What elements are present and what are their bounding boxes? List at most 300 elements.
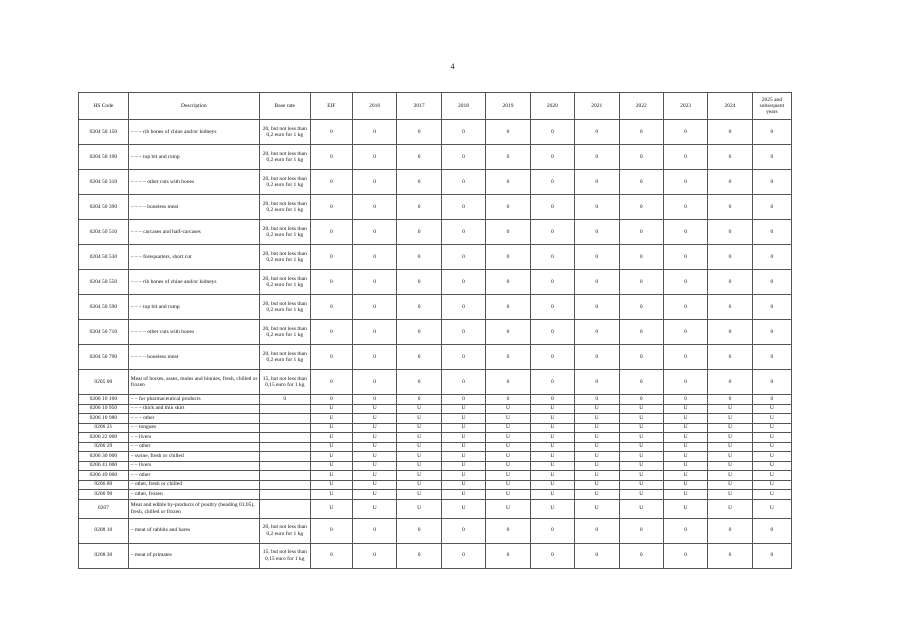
base-rate-cell	[259, 442, 310, 452]
rate-cell: 0	[708, 195, 752, 220]
rate-cell: U	[441, 480, 485, 490]
rate-cell: U	[752, 480, 791, 490]
table-row	[79, 543, 792, 568]
hs-code-cell: 0204 50 510	[79, 220, 129, 245]
hs-code-cell: 0206 10 100	[79, 395, 129, 405]
rate-cell: 0	[619, 220, 663, 245]
base-rate-cell: 20, but not less than 0,2 euro for 1 kg	[259, 220, 310, 245]
rate-cell: 0	[397, 320, 441, 345]
description-cell: – other, fresh or chilled	[128, 480, 259, 490]
rate-cell: 0	[663, 543, 707, 568]
rate-cell: U	[352, 433, 396, 443]
rate-cell: 0	[310, 195, 352, 220]
rate-cell: U	[752, 414, 791, 424]
rate-cell: 0	[619, 170, 663, 195]
hs-code-cell: 0204 50 530	[79, 245, 129, 270]
rate-cell: 0	[663, 145, 707, 170]
rate-cell: 0	[752, 170, 791, 195]
rate-cell: U	[752, 433, 791, 443]
rate-cell: 0	[708, 170, 752, 195]
rate-cell: 0	[530, 543, 574, 568]
rate-cell: 0	[752, 120, 791, 145]
rate-cell: 0	[663, 370, 707, 395]
rate-cell: 0	[310, 145, 352, 170]
rate-cell: U	[397, 433, 441, 443]
rate-cell: U	[619, 490, 663, 500]
rate-cell: 0	[575, 120, 619, 145]
column-header: 2019	[486, 93, 530, 120]
column-header: 2023	[663, 93, 707, 120]
base-rate-cell	[259, 433, 310, 443]
table-row	[79, 480, 792, 490]
rate-cell: U	[310, 499, 352, 518]
description-cell: – – – thick and thin skirt	[128, 404, 259, 414]
rate-cell: 0	[575, 518, 619, 543]
rate-cell: 0	[708, 345, 752, 370]
rate-cell: U	[530, 423, 574, 433]
rate-cell: U	[619, 414, 663, 424]
rate-cell: U	[486, 423, 530, 433]
rate-cell: 0	[486, 245, 530, 270]
rate-cell: 0	[310, 543, 352, 568]
rate-cell: U	[441, 442, 485, 452]
rate-cell: 0	[575, 170, 619, 195]
rate-cell: U	[397, 404, 441, 414]
rate-cell: U	[530, 471, 574, 481]
rate-cell: U	[752, 499, 791, 518]
rate-cell: 0	[310, 370, 352, 395]
rate-cell: U	[752, 442, 791, 452]
base-rate-cell	[259, 461, 310, 471]
rate-cell: U	[752, 404, 791, 414]
rate-cell: 0	[530, 270, 574, 295]
rate-cell: U	[619, 404, 663, 414]
rate-cell: U	[352, 442, 396, 452]
rate-cell: 0	[352, 120, 396, 145]
rate-cell: 0	[619, 543, 663, 568]
rate-cell: 0	[752, 320, 791, 345]
rate-cell: 0	[352, 170, 396, 195]
rate-cell: U	[352, 490, 396, 500]
rate-cell: 0	[708, 320, 752, 345]
rate-cell: U	[530, 433, 574, 443]
rate-cell: 0	[530, 320, 574, 345]
rate-cell: U	[575, 423, 619, 433]
rate-cell: 0	[663, 245, 707, 270]
rate-cell: 0	[752, 145, 791, 170]
rate-cell: 0	[708, 295, 752, 320]
rate-cell: 0	[441, 195, 485, 220]
table-row	[79, 145, 792, 170]
description-cell: – – – – other cuts with bones	[128, 320, 259, 345]
hs-code-cell: 0206 10 950	[79, 404, 129, 414]
description-cell: – meat of primates	[128, 543, 259, 568]
rate-cell: U	[619, 433, 663, 443]
rate-cell: 0	[619, 245, 663, 270]
table-row	[79, 499, 792, 518]
rate-cell: U	[663, 442, 707, 452]
rate-cell: 0	[441, 295, 485, 320]
rate-cell: 0	[352, 370, 396, 395]
rate-cell: U	[352, 471, 396, 481]
rate-cell: U	[663, 433, 707, 443]
rate-cell: 0	[530, 345, 574, 370]
rate-cell: 0	[619, 295, 663, 320]
rate-cell: 0	[708, 120, 752, 145]
rate-cell: U	[575, 471, 619, 481]
rate-cell: 0	[352, 220, 396, 245]
rate-cell: 0	[352, 320, 396, 345]
rate-cell: U	[708, 461, 752, 471]
description-cell: – swine, fresh or chilled	[128, 452, 259, 462]
hs-code-cell: 0208 30	[79, 543, 129, 568]
rate-cell: 0	[708, 220, 752, 245]
rate-cell: U	[486, 404, 530, 414]
hs-code-cell: 0206 90	[79, 490, 129, 500]
rate-cell: U	[530, 404, 574, 414]
rate-cell: 0	[619, 345, 663, 370]
rate-cell: 0	[530, 370, 574, 395]
column-header: 2018	[441, 93, 485, 120]
rate-cell: 0	[708, 145, 752, 170]
rate-cell: 0	[708, 270, 752, 295]
rate-cell: 0	[752, 370, 791, 395]
table-header-row	[79, 93, 792, 120]
base-rate-cell	[259, 471, 310, 481]
rate-cell: 0	[752, 543, 791, 568]
rate-cell: 0	[708, 518, 752, 543]
rate-cell: 0	[310, 170, 352, 195]
hs-code-cell: 0206 49 000	[79, 471, 129, 481]
table-row	[79, 471, 792, 481]
base-rate-cell: 20, but not less than 0,2 euro for 1 kg	[259, 320, 310, 345]
rate-cell: U	[708, 490, 752, 500]
rate-cell: 0	[352, 518, 396, 543]
rate-cell: 0	[752, 295, 791, 320]
rate-cell: U	[397, 414, 441, 424]
base-rate-cell	[259, 499, 310, 518]
rate-cell: U	[352, 414, 396, 424]
rate-cell: U	[530, 490, 574, 500]
table-row	[79, 518, 792, 543]
rate-cell: U	[708, 404, 752, 414]
rate-cell: 0	[752, 270, 791, 295]
rate-cell: 0	[663, 195, 707, 220]
rate-cell: 0	[486, 120, 530, 145]
rate-cell: U	[397, 499, 441, 518]
rate-cell: 0	[619, 120, 663, 145]
rate-cell: U	[752, 423, 791, 433]
rate-cell: 0	[708, 395, 752, 405]
rate-cell: 0	[352, 543, 396, 568]
rate-cell: 0	[441, 120, 485, 145]
rate-cell: U	[486, 480, 530, 490]
rate-cell: U	[708, 423, 752, 433]
table-body	[79, 120, 792, 569]
table-row	[79, 452, 792, 462]
rate-cell: 0	[397, 395, 441, 405]
rate-cell: U	[619, 442, 663, 452]
rate-cell: U	[397, 442, 441, 452]
rate-cell: 0	[486, 295, 530, 320]
base-rate-cell: 20, but not less than 0,2 euro for 1 kg	[259, 270, 310, 295]
rate-cell: 0	[575, 220, 619, 245]
rate-cell: U	[663, 490, 707, 500]
rate-cell: U	[397, 461, 441, 471]
rate-cell: 0	[663, 295, 707, 320]
rate-cell: U	[619, 480, 663, 490]
rate-cell: U	[310, 423, 352, 433]
rate-cell: U	[663, 471, 707, 481]
base-rate-cell	[259, 414, 310, 424]
rate-cell: U	[310, 414, 352, 424]
rate-cell: 0	[575, 270, 619, 295]
base-rate-cell	[259, 404, 310, 414]
rate-cell: U	[486, 452, 530, 462]
rate-cell: U	[397, 490, 441, 500]
rate-cell: 0	[310, 395, 352, 405]
description-cell: – – – rib bones of chine and/or kidneys	[128, 120, 259, 145]
rate-cell: 0	[575, 320, 619, 345]
rate-cell: 0	[441, 370, 485, 395]
rate-cell: U	[397, 471, 441, 481]
rate-cell: U	[441, 499, 485, 518]
table-row	[79, 442, 792, 452]
column-header: EIF	[310, 93, 352, 120]
rate-cell: 0	[397, 295, 441, 320]
rate-cell: U	[441, 452, 485, 462]
rate-cell: U	[708, 480, 752, 490]
rate-cell: U	[310, 452, 352, 462]
rate-cell: 0	[397, 345, 441, 370]
hs-code-cell: 0206 22 000	[79, 433, 129, 443]
rate-cell: U	[530, 499, 574, 518]
rate-cell: U	[663, 480, 707, 490]
rate-cell: U	[708, 471, 752, 481]
base-rate-cell	[259, 480, 310, 490]
rate-cell: 0	[530, 295, 574, 320]
rate-cell: 0	[752, 395, 791, 405]
rate-cell: U	[486, 442, 530, 452]
rate-cell: 0	[530, 195, 574, 220]
table-row	[79, 345, 792, 370]
rate-cell: U	[575, 442, 619, 452]
rate-cell: 0	[486, 145, 530, 170]
rate-cell: 0	[619, 395, 663, 405]
rate-cell: 0	[441, 220, 485, 245]
rate-cell: U	[752, 461, 791, 471]
rate-cell: 0	[352, 395, 396, 405]
rate-cell: 0	[663, 345, 707, 370]
rate-cell: U	[663, 461, 707, 471]
description-cell: – – livers	[128, 433, 259, 443]
column-header: 2024	[708, 93, 752, 120]
rate-cell: 0	[397, 145, 441, 170]
rate-cell: 0	[530, 245, 574, 270]
rate-cell: 0	[397, 195, 441, 220]
rate-cell: U	[575, 480, 619, 490]
description-cell: – – – carcases and half-carcases	[128, 220, 259, 245]
rate-cell: 0	[708, 245, 752, 270]
rate-cell: 0	[486, 543, 530, 568]
column-header: 2021	[575, 93, 619, 120]
rate-cell: 0	[663, 320, 707, 345]
rate-cell: 0	[530, 120, 574, 145]
hs-code-cell: 0207	[79, 499, 129, 518]
rate-cell: 0	[575, 295, 619, 320]
table-row	[79, 220, 792, 245]
table-row	[79, 320, 792, 345]
rate-cell: 0	[486, 220, 530, 245]
table-row	[79, 423, 792, 433]
description-cell: – – – – boneless meat	[128, 345, 259, 370]
rate-cell: 0	[310, 345, 352, 370]
description-cell: Meat and edible by-products of poultry (heading 01.05), fresh, chilled or frozen	[128, 499, 259, 518]
rate-cell: U	[486, 414, 530, 424]
rate-cell: 0	[530, 518, 574, 543]
base-rate-cell: 20, but not less than 0,2 euro for 1 kg	[259, 170, 310, 195]
table-row	[79, 270, 792, 295]
rate-cell: 0	[752, 245, 791, 270]
base-rate-cell: 0	[259, 395, 310, 405]
rate-cell: U	[575, 499, 619, 518]
rate-cell: U	[530, 452, 574, 462]
rate-cell: 0	[441, 345, 485, 370]
rate-cell: U	[352, 499, 396, 518]
rate-cell: 0	[397, 170, 441, 195]
description-cell: – – – – boneless meat	[128, 195, 259, 220]
rate-cell: 0	[663, 270, 707, 295]
table-row	[79, 370, 792, 395]
rate-cell: 0	[352, 195, 396, 220]
rate-cell: 0	[752, 195, 791, 220]
rate-cell: U	[486, 471, 530, 481]
base-rate-cell	[259, 452, 310, 462]
hs-code-cell: 0206 10 980	[79, 414, 129, 424]
table-row	[79, 195, 792, 220]
table-row	[79, 461, 792, 471]
column-header: 2025 and subsequent years	[752, 93, 791, 120]
hs-code-cell: 0206 80	[79, 480, 129, 490]
table-row	[79, 395, 792, 405]
rate-cell: U	[441, 414, 485, 424]
tariff-schedule-table	[78, 92, 792, 569]
rate-cell: 0	[619, 195, 663, 220]
rate-cell: U	[530, 414, 574, 424]
hs-code-cell: 0204 50 550	[79, 270, 129, 295]
hs-code-cell: 0208 10	[79, 518, 129, 543]
rate-cell: U	[575, 461, 619, 471]
column-header: 2020	[530, 93, 574, 120]
rate-cell: U	[530, 480, 574, 490]
rate-cell: 0	[441, 245, 485, 270]
rate-cell: U	[663, 452, 707, 462]
rate-cell: 0	[752, 345, 791, 370]
rate-cell: 0	[441, 395, 485, 405]
description-cell: – – – top bit and rump	[128, 145, 259, 170]
rate-cell: 0	[352, 345, 396, 370]
rate-cell: U	[486, 461, 530, 471]
rate-cell: U	[708, 414, 752, 424]
description-cell: – – – top bit and rump	[128, 295, 259, 320]
rate-cell: 0	[486, 345, 530, 370]
rate-cell: U	[663, 414, 707, 424]
rate-cell: U	[708, 433, 752, 443]
rate-cell: 0	[397, 120, 441, 145]
rate-cell: U	[708, 452, 752, 462]
rate-cell: U	[486, 499, 530, 518]
hs-code-cell: 0204 50 150	[79, 120, 129, 145]
rate-cell: 0	[663, 220, 707, 245]
rate-cell: U	[441, 433, 485, 443]
rate-cell: U	[441, 490, 485, 500]
rate-cell: 0	[575, 195, 619, 220]
rate-cell: U	[708, 499, 752, 518]
rate-cell: U	[352, 461, 396, 471]
rate-cell: 0	[397, 518, 441, 543]
hs-code-cell: 0206 21	[79, 423, 129, 433]
rate-cell: 0	[441, 270, 485, 295]
rate-cell: 0	[575, 370, 619, 395]
rate-cell: 0	[352, 145, 396, 170]
rate-cell: 0	[530, 220, 574, 245]
rate-cell: U	[663, 404, 707, 414]
rate-cell: 0	[441, 320, 485, 345]
rate-cell: U	[310, 404, 352, 414]
description-cell: – – – other	[128, 414, 259, 424]
base-rate-cell: 15, but not less than 0,15 euro for 1 kg	[259, 370, 310, 395]
rate-cell: 0	[397, 270, 441, 295]
hs-code-cell: 0204 50 710	[79, 320, 129, 345]
rate-cell: U	[352, 404, 396, 414]
rate-cell: U	[486, 490, 530, 500]
rate-cell: U	[441, 404, 485, 414]
rate-cell: 0	[619, 370, 663, 395]
hs-code-cell: 0204 50 390	[79, 195, 129, 220]
base-rate-cell	[259, 423, 310, 433]
rate-cell: U	[310, 461, 352, 471]
rate-cell: 0	[486, 270, 530, 295]
rate-cell: U	[310, 490, 352, 500]
rate-cell: U	[441, 423, 485, 433]
rate-cell: 0	[310, 245, 352, 270]
rate-cell: 0	[663, 120, 707, 145]
column-header: HS Code	[79, 93, 129, 120]
rate-cell: U	[397, 423, 441, 433]
rate-cell: 0	[575, 543, 619, 568]
rate-cell: U	[352, 480, 396, 490]
description-cell: – other, frozen	[128, 490, 259, 500]
hs-code-cell: 0206 29	[79, 442, 129, 452]
rate-cell: U	[619, 499, 663, 518]
description-cell: – meat of rabbits and hares	[128, 518, 259, 543]
base-rate-cell: 15, but not less than 0,15 euro for 1 kg	[259, 543, 310, 568]
rate-cell: U	[575, 433, 619, 443]
table-row	[79, 490, 792, 500]
hs-code-cell: 0204 50 310	[79, 170, 129, 195]
rate-cell: 0	[619, 145, 663, 170]
column-header: Base rate	[259, 93, 310, 120]
base-rate-cell: 20, but not less than 0,2 euro for 1 kg	[259, 245, 310, 270]
rate-cell: U	[752, 471, 791, 481]
rate-cell: 0	[486, 170, 530, 195]
table-row	[79, 404, 792, 414]
hs-code-cell: 0206 41 000	[79, 461, 129, 471]
rate-cell: 0	[619, 518, 663, 543]
rate-cell: 0	[663, 170, 707, 195]
description-cell: – – livers	[128, 461, 259, 471]
description-cell: – – for pharmaceutical products	[128, 395, 259, 405]
